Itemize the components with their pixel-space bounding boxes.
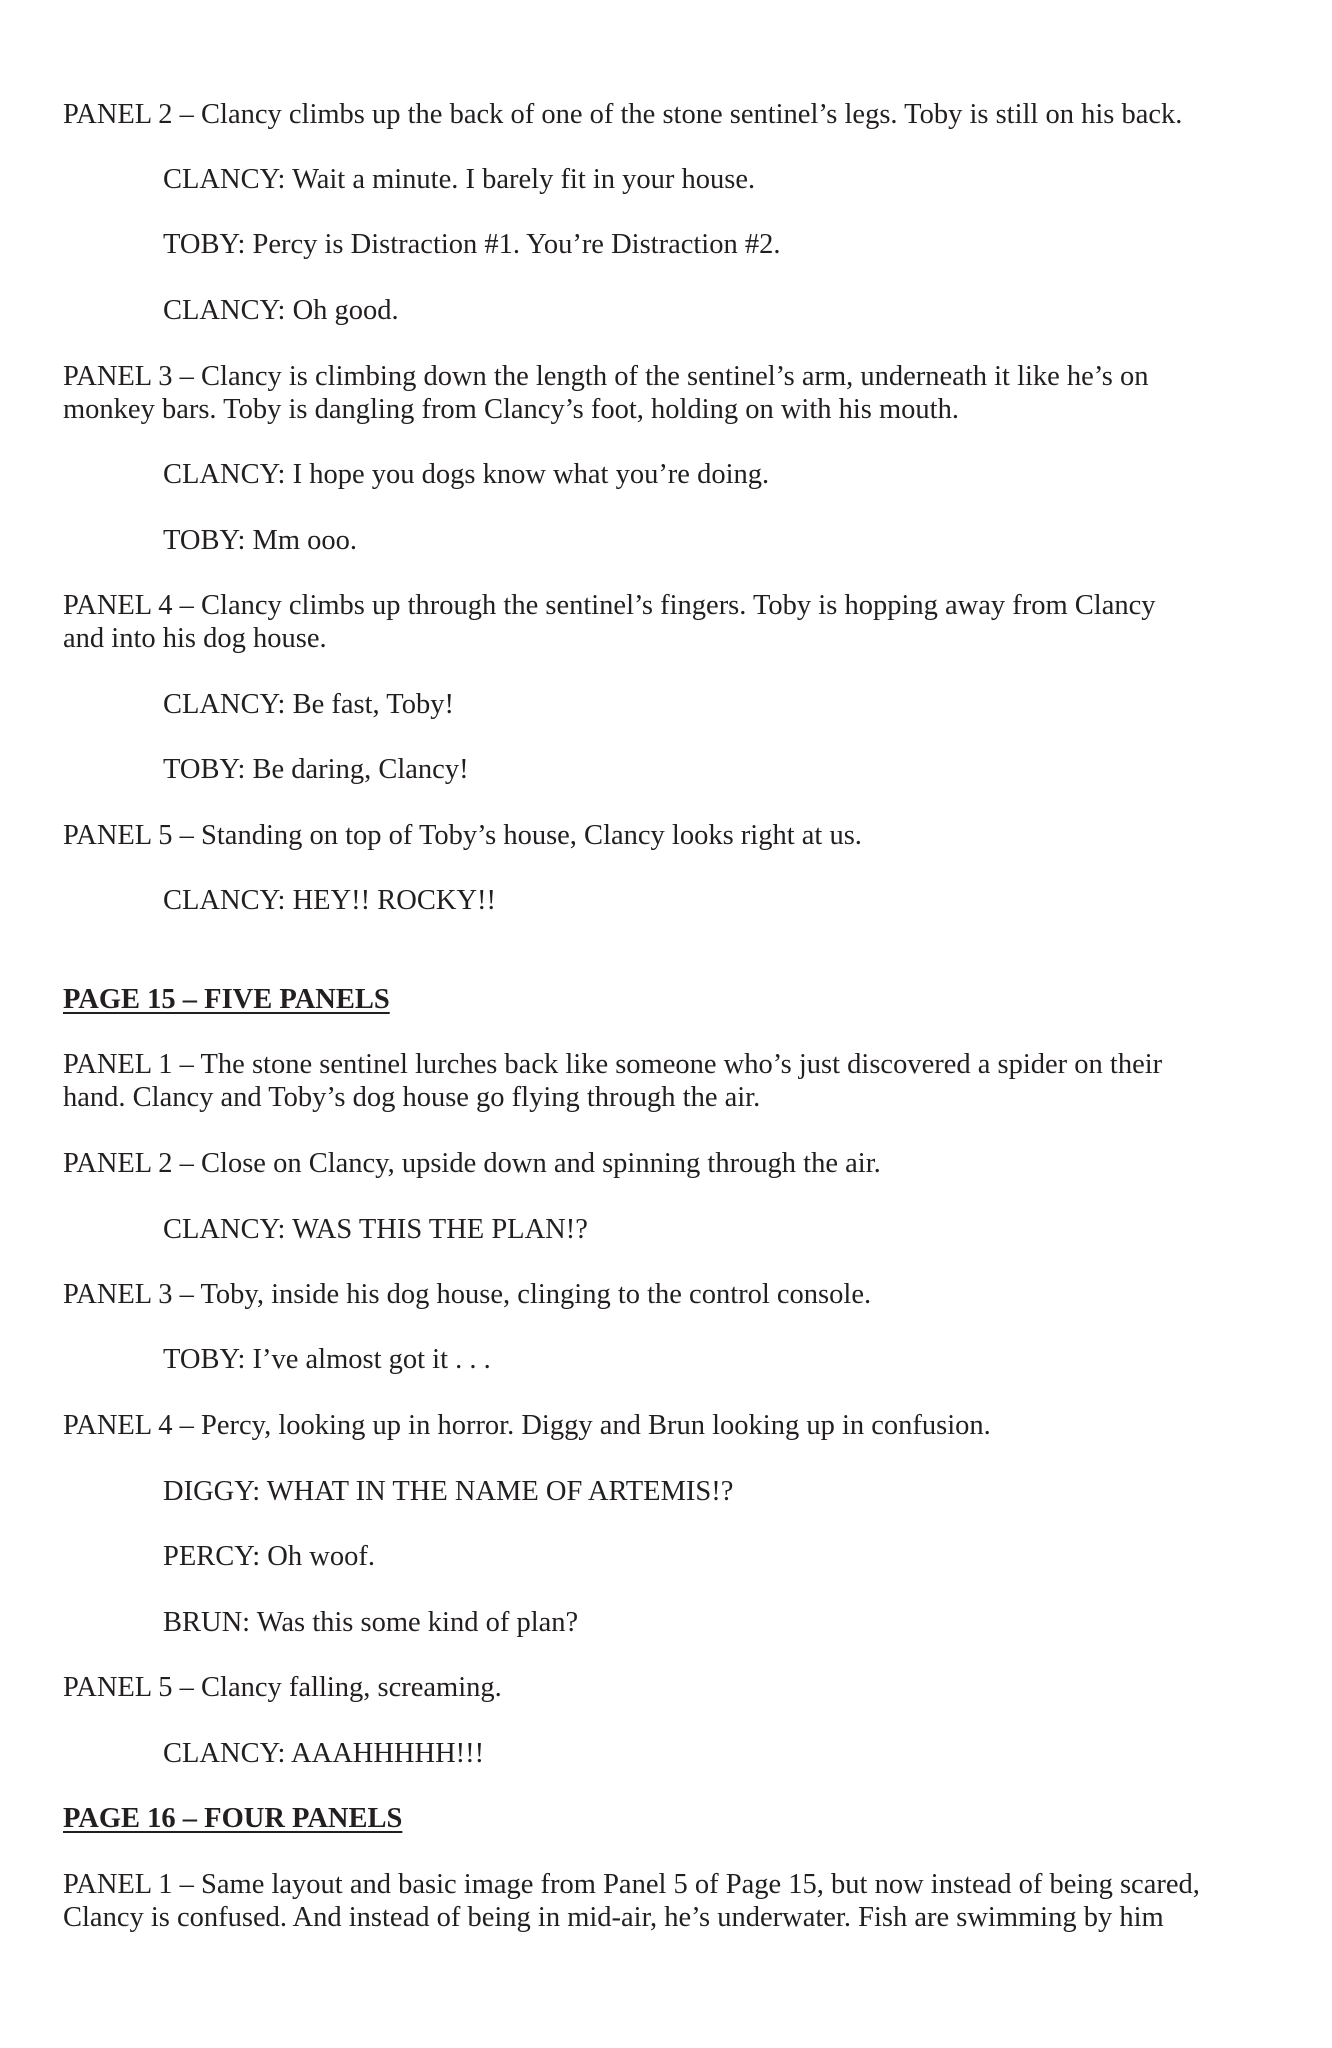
dialogue-line: CLANCY: AAAHHHHH!!! [163,1738,485,1769]
dialogue-line: PERCY: Oh woof. [163,1541,375,1572]
dialogue-line: CLANCY: Wait a minute. I barely fit in your house. [163,164,756,195]
dialogue-line: BRUN: Was this some kind of plan? [163,1607,579,1638]
dialogue-line: TOBY: Mm ooo. [163,525,358,556]
panel-description: PANEL 5 – Clancy falling, screaming. [63,1672,502,1703]
panel-description: PANEL 2 – Clancy climbs up the back of one of the stone sentinel’s legs. Toby is still on his back. [63,99,1183,130]
panel-description: PANEL 5 – Standing on top of Toby’s house, Clancy looks right at us. [63,820,862,851]
panel-description: hand. Clancy and Toby’s dog house go flying through the air. [63,1082,761,1113]
panel-description: PANEL 4 – Percy, looking up in horror. Diggy and Brun looking up in confusion. [63,1410,991,1441]
panel-description: PANEL 1 – The stone sentinel lurches back like someone who’s just discovered a spider on their [63,1049,1163,1080]
dialogue-line: DIGGY: WHAT IN THE NAME OF ARTEMIS!? [163,1476,734,1507]
dialogue-line: TOBY: I’ve almost got it . . . [163,1344,491,1375]
dialogue-line: TOBY: Be daring, Clancy! [163,754,469,785]
panel-description: and into his dog house. [63,623,327,654]
dialogue-line: TOBY: Percy is Distraction #1. You’re Distraction #2. [163,229,781,260]
panel-description: PANEL 1 – Same layout and basic image from Panel 5 of Page 15, but now instead of being scared, [63,1869,1200,1900]
dialogue-line: CLANCY: WAS THIS THE PLAN!? [163,1214,588,1245]
dialogue-line: CLANCY: Oh good. [163,295,399,326]
dialogue-line: CLANCY: I hope you dogs know what you’re doing. [163,459,770,490]
panel-description: monkey bars. Toby is dangling from Clancy’s foot, holding on with his mouth. [63,394,959,425]
panel-description: PANEL 4 – Clancy climbs up through the sentinel’s fingers. Toby is hopping away from Clancy [63,590,1156,621]
dialogue-line: CLANCY: Be fast, Toby! [163,689,454,720]
panel-description: PANEL 3 – Toby, inside his dog house, clinging to the control console. [63,1279,872,1310]
page-header: PAGE 16 – FOUR PANELS [63,1803,403,1834]
dialogue-line: CLANCY: HEY!! ROCKY!! [163,885,497,916]
panel-description: PANEL 2 – Close on Clancy, upside down and spinning through the air. [63,1148,881,1179]
panel-description: PANEL 3 – Clancy is climbing down the length of the sentinel’s arm, underneath it like he’s on [63,361,1149,392]
panel-description: Clancy is confused. And instead of being in mid-air, he’s underwater. Fish are swimming by him [63,1902,1164,1933]
page-header: PAGE 15 – FIVE PANELS [63,984,390,1015]
